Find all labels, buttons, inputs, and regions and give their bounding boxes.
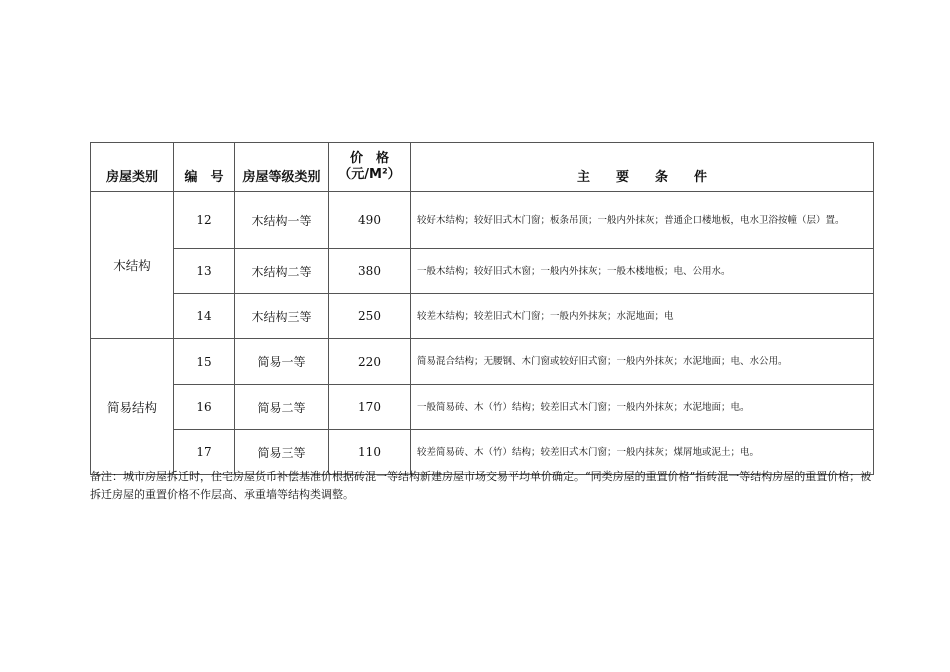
number-cell: 13: [174, 249, 235, 294]
price-cell: 220: [329, 339, 411, 385]
header-price: [329, 143, 411, 192]
grade-cell: 简易一等: [235, 339, 329, 385]
conditions-cell: 较好木结构；较好旧式木门窗；板条吊顶；一般内外抹灰；普通企口楼地板，电水卫浴按幢（层）置。: [411, 192, 874, 249]
grade-cell: 木结构一等: [235, 192, 329, 249]
header-conditions: 主 要 条 件: [411, 143, 874, 192]
number-cell: 12: [174, 192, 235, 249]
number-cell: 16: [174, 385, 235, 430]
price-cell: 380: [329, 249, 411, 294]
table-row: [91, 339, 874, 385]
header-grade: 房屋等级类别: [235, 143, 329, 192]
grade-cell: 简易二等: [235, 385, 329, 430]
price-cell: 110: [329, 430, 411, 475]
footnote: 备注：城市房屋拆迁时，住宅房屋货币补偿基准价根据砖混一等结构新建房屋市场交易平均单价确定。“同类房屋的重置价格”指砖混一等结构房屋的重置价格；被拆迁房屋的重置价格不作层高、承重墙等结构类调整。: [90, 470, 872, 501]
table-row: [91, 192, 874, 249]
price-cell: 250: [329, 294, 411, 339]
price-table: [90, 142, 874, 475]
category-cell: 简易结构: [91, 339, 174, 475]
price-cell: 170: [329, 385, 411, 430]
table-row: [91, 294, 874, 339]
header-price-line1: 价 格: [349, 151, 389, 166]
header-number: 编 号: [174, 143, 235, 192]
header-category: 房屋类别: [91, 143, 174, 192]
number-cell: 17: [174, 430, 235, 475]
conditions-cell: 较差木结构；较差旧式木门窗；一般内外抹灰；水泥地面；电: [411, 294, 874, 339]
header-row: [91, 143, 874, 192]
category-cell: 木结构: [91, 192, 174, 339]
header-price-line2: （元/M²）: [338, 167, 401, 182]
number-cell: 14: [174, 294, 235, 339]
grade-cell: 木结构二等: [235, 249, 329, 294]
grade-cell: 简易三等: [235, 430, 329, 475]
conditions-cell: 较差简易砖、木（竹）结构；较差旧式木门窗；一般内抹灰；煤屑地或泥土；电。: [411, 430, 874, 475]
conditions-cell: 一般木结构；较好旧式木窗；一般内外抹灰；一般木楼地板；电、公用水。: [411, 249, 874, 294]
conditions-cell: 一般简易砖、木（竹）结构；较差旧式木门窗；一般内外抹灰；水泥地面；电。: [411, 385, 874, 430]
table-row: [91, 249, 874, 294]
number-cell: 15: [174, 339, 235, 385]
table-row: [91, 385, 874, 430]
grade-cell: 木结构三等: [235, 294, 329, 339]
price-cell: 490: [329, 192, 411, 249]
conditions-cell: 简易混合结构；无腰钢、木门窗或较好旧式窗；一般内外抹灰；水泥地面；电、水公用。: [411, 339, 874, 385]
